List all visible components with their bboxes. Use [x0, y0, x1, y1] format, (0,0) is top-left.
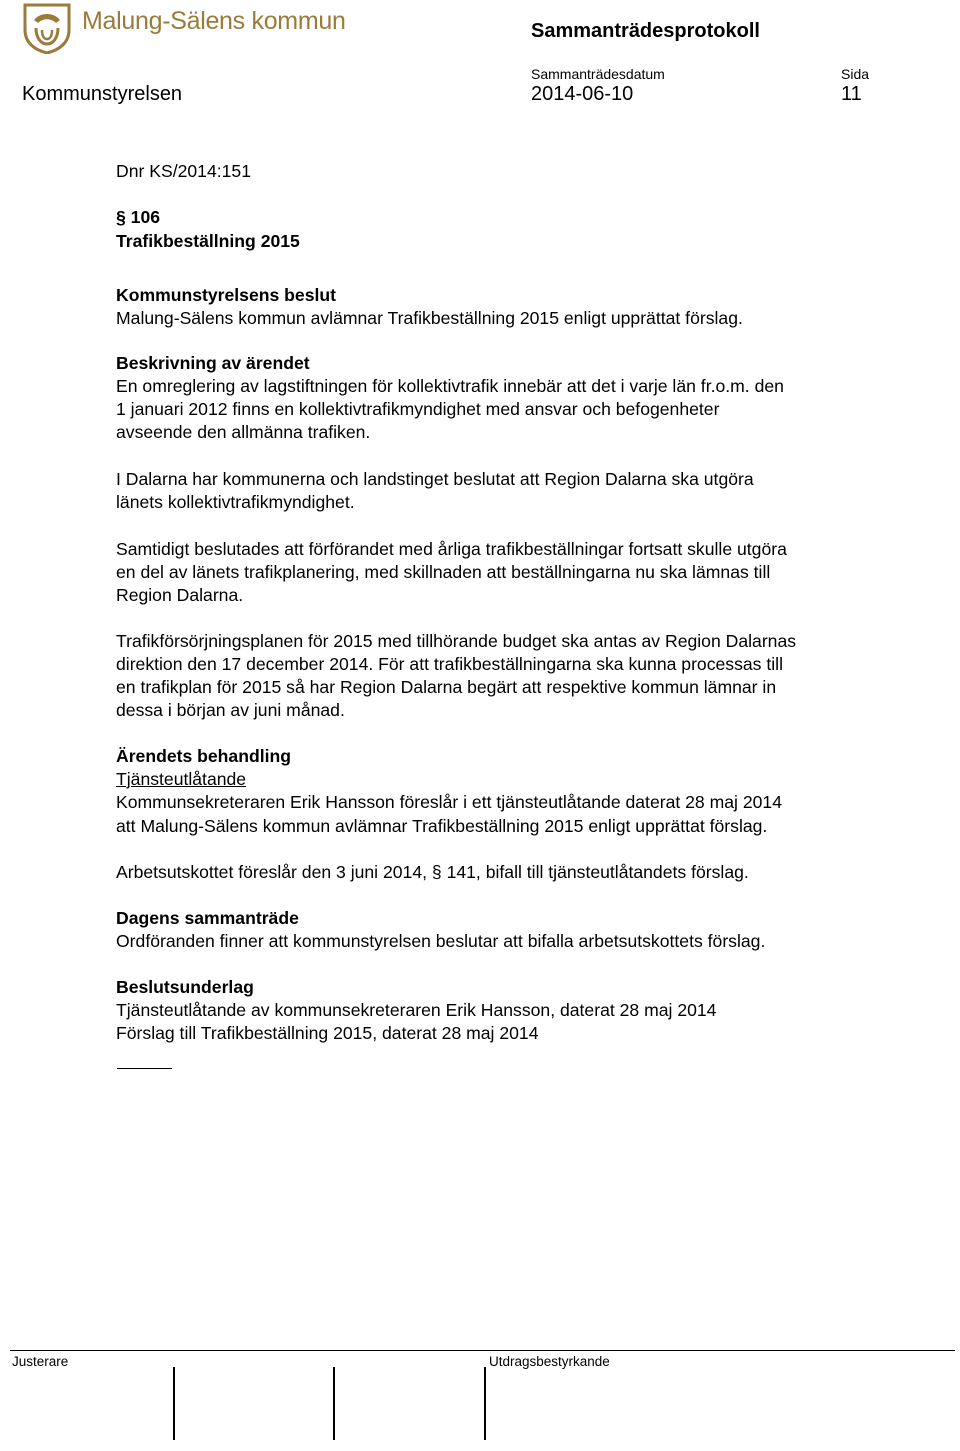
description-line: dessa i början av juni månad.: [116, 700, 345, 720]
case-number: Dnr KS/2014:151: [116, 161, 251, 181]
coat-of-arms-icon: [22, 2, 72, 54]
description-line: 1 januari 2012 finns en kollektivtrafikmyndighet med ansvar och befogenheter: [116, 399, 720, 419]
description-line: avseende den allmänna trafiken.: [116, 422, 371, 442]
organization-name: Kommunstyrelsen: [22, 83, 183, 105]
basis-line: Förslag till Trafikbeställning 2015, daterat 28 maj 2014: [116, 1023, 539, 1043]
municipality-name: Malung-Sälens kommun: [82, 7, 346, 35]
page-label: Sida: [841, 66, 870, 82]
decision-heading: Kommunstyrelsens beslut: [116, 285, 336, 305]
description-line: direktion den 17 december 2014. För att trafikbeställningarna ska kunna processas till: [116, 654, 783, 674]
signature-box-divider: [173, 1367, 175, 1440]
description-line: Trafikförsörjningsplanen för 2015 med tillhörande budget ska antas av Region Dalarnas: [116, 631, 797, 651]
paragraph-number: § 106: [116, 207, 161, 227]
description-line: Region Dalarna.: [116, 585, 244, 605]
decision-text: Malung-Sälens kommun avlämnar Trafikbeställning 2015 enligt upprättat förslag.: [116, 308, 743, 328]
page-number: 11: [841, 83, 862, 105]
signature-box-divider: [484, 1367, 486, 1440]
handling-heading: Ärendets behandling: [116, 746, 291, 766]
description-line: Samtidigt beslutades att förförandet med årliga trafikbeställningar fortsatt skulle utgöra: [116, 539, 787, 559]
description-line: länets kollektivtrafikmyndighet.: [116, 492, 355, 512]
meeting-text: Ordföranden finner att kommunstyrelsen beslutar att bifalla arbetsutskottets förslag.: [116, 931, 766, 951]
handling-line: att Malung-Sälens kommun avlämnar Trafikbeställning 2015 enligt upprättat förslag.: [116, 816, 768, 836]
handling-line: Arbetsutskottet föreslår den 3 juni 2014, § 141, bifall till tjänsteutlåtandets förslag.: [116, 862, 749, 882]
extract-certification-label: Utdragsbestyrkande: [489, 1354, 610, 1369]
adjusters-label: Justerare: [12, 1354, 69, 1369]
section-title: Trafikbeställning 2015: [116, 231, 300, 251]
signature-box-divider: [333, 1367, 335, 1440]
handling-line: Kommunsekreteraren Erik Hansson föreslår i ett tjänsteutlåtande daterat 28 maj 2014: [116, 792, 782, 812]
description-line: en del av länets trafikplanering, med skillnaden att beställningarna nu ska lämnas till: [116, 562, 771, 582]
description-line: En omreglering av lagstiftningen för kollektivtrafik innebär att det i varje län fr.o.m. den: [116, 376, 784, 396]
end-line: [117, 1068, 172, 1069]
meeting-date-label: Sammanträdesdatum: [531, 66, 665, 82]
meeting-heading: Dagens sammanträde: [116, 908, 299, 928]
basis-heading: Beslutsunderlag: [116, 977, 254, 997]
handling-subheading: Tjänsteutlåtande: [116, 769, 247, 789]
document-type: Sammanträdesprotokoll: [531, 20, 760, 42]
footer-divider: [10, 1350, 955, 1351]
description-line: en trafikplan för 2015 så har Region Dalarna begärt att respektive kommun lämnar in: [116, 677, 777, 697]
description-heading: Beskrivning av ärendet: [116, 353, 310, 373]
meeting-date: 2014-06-10: [531, 83, 634, 105]
basis-line: Tjänsteutlåtande av kommunsekreteraren Erik Hansson, daterat 28 maj 2014: [116, 1000, 717, 1020]
description-line: I Dalarna har kommunerna och landstinget beslutat att Region Dalarna ska utgöra: [116, 469, 754, 489]
